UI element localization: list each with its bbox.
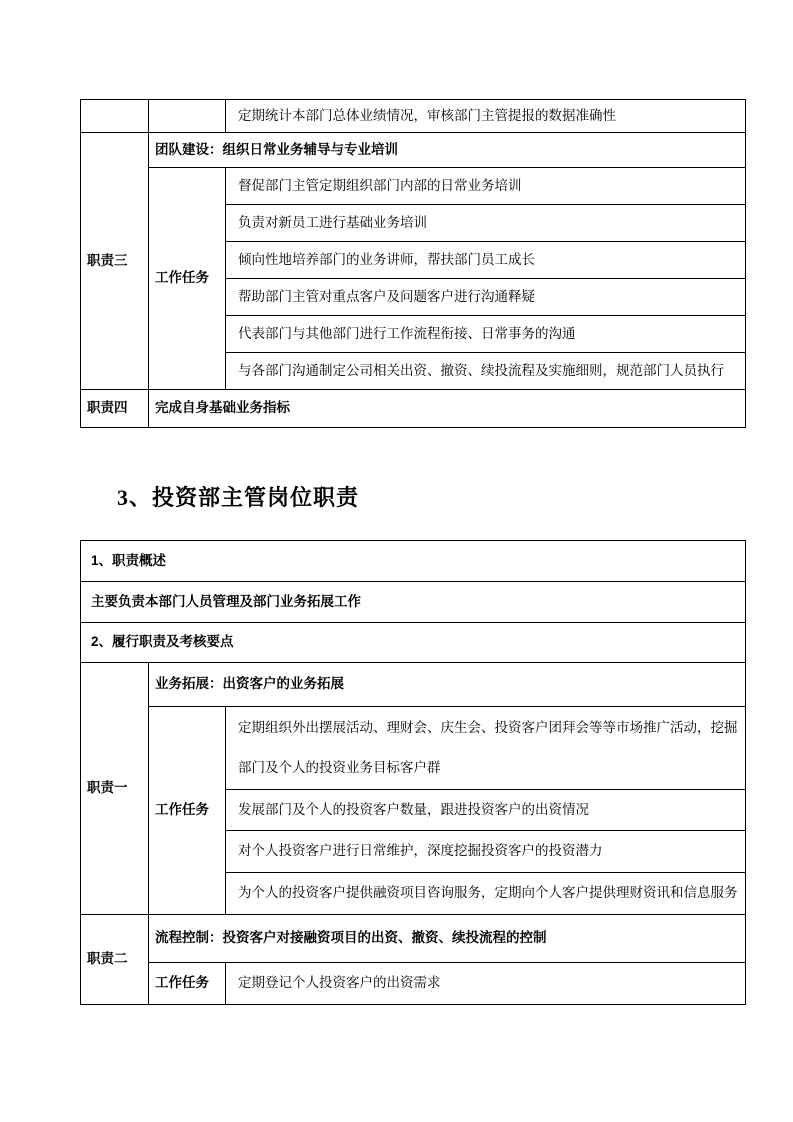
task-cell: 定期统计本部门总体业绩情况，审核部门主管提报的数据准确性 — [226, 100, 746, 133]
duty2-section-header-cell: 流程控制：投资客户对接融资项目的出资、撤资、续投流程的控制 — [149, 915, 746, 963]
duty1-task-label-cell: 工作任务 — [149, 707, 226, 915]
duties-table-continued — [80, 99, 746, 428]
empty-cell — [81, 100, 149, 133]
overview-label-cell: 1、职责概述 — [81, 541, 746, 582]
duties-table-main — [80, 540, 746, 1005]
task-cell: 发展部门及个人的投资客户数量，跟进投资客户的出资情况 — [226, 790, 746, 831]
duty4-label-cell: 职责四 — [81, 390, 149, 428]
table-row — [81, 707, 746, 790]
table-row — [81, 663, 746, 707]
duty2-label-cell: 职责二 — [81, 915, 149, 1005]
task-cell: 与各部门沟通制定公司相关出资、撤资、续投流程及实施细则，规范部门人员执行 — [226, 353, 746, 390]
table-row — [81, 133, 746, 168]
task-cell: 为个人的投资客户提供融资项目咨询服务，定期向个人客户提供理财资讯和信息服务 — [226, 873, 746, 915]
table-row — [81, 963, 746, 1005]
overview-text-cell: 主要负责本部门人员管理及部门业务拓展工作 — [81, 582, 746, 623]
task-cell: 定期组织外出摆展活动、理财会、庆生会、投资客户团拜会等等市场推广活动，挖掘部门及个人的投资业务目标客户群 — [226, 707, 746, 790]
empty-cell — [149, 100, 226, 133]
task-cell: 对个人投资客户进行日常维护，深度挖掘投资客户的投资潜力 — [226, 831, 746, 873]
task-cell: 督促部门主管定期组织部门内部的日常业务培训 — [226, 168, 746, 205]
duty1-section-header-cell: 业务拓展：出资客户的业务拓展 — [149, 663, 746, 707]
table-row — [81, 100, 746, 133]
duty4-summary-cell: 完成自身基础业务指标 — [149, 390, 746, 428]
duty3-section-header-cell: 团队建设：组织日常业务辅导与专业培训 — [149, 133, 746, 168]
task-cell: 负责对新员工进行基础业务培训 — [226, 205, 746, 242]
task-cell: 代表部门与其他部门进行工作流程衔接、日常事务的沟通 — [226, 316, 746, 353]
table-row — [81, 582, 746, 623]
duty2-task-label-cell: 工作任务 — [149, 963, 226, 1005]
table-row — [81, 168, 746, 205]
table-row — [81, 915, 746, 963]
duty1-label-cell: 职责一 — [81, 663, 149, 915]
duty3-task-label-cell: 工作任务 — [149, 168, 226, 390]
task-cell: 帮助部门主管对重点客户及问题客户进行沟通释疑 — [226, 279, 746, 316]
task-cell: 定期登记个人投资客户的出资需求 — [226, 963, 746, 1005]
table-row — [81, 623, 746, 663]
table-row — [81, 541, 746, 582]
points-label-cell: 2、履行职责及考核要点 — [81, 623, 746, 663]
task-cell: 倾向性地培养部门的业务讲师，帮扶部门员工成长 — [226, 242, 746, 279]
table-row — [81, 390, 746, 428]
duty3-label-cell: 职责三 — [81, 133, 149, 390]
section-heading: 3、投资部主管岗位职责 — [117, 485, 360, 510]
